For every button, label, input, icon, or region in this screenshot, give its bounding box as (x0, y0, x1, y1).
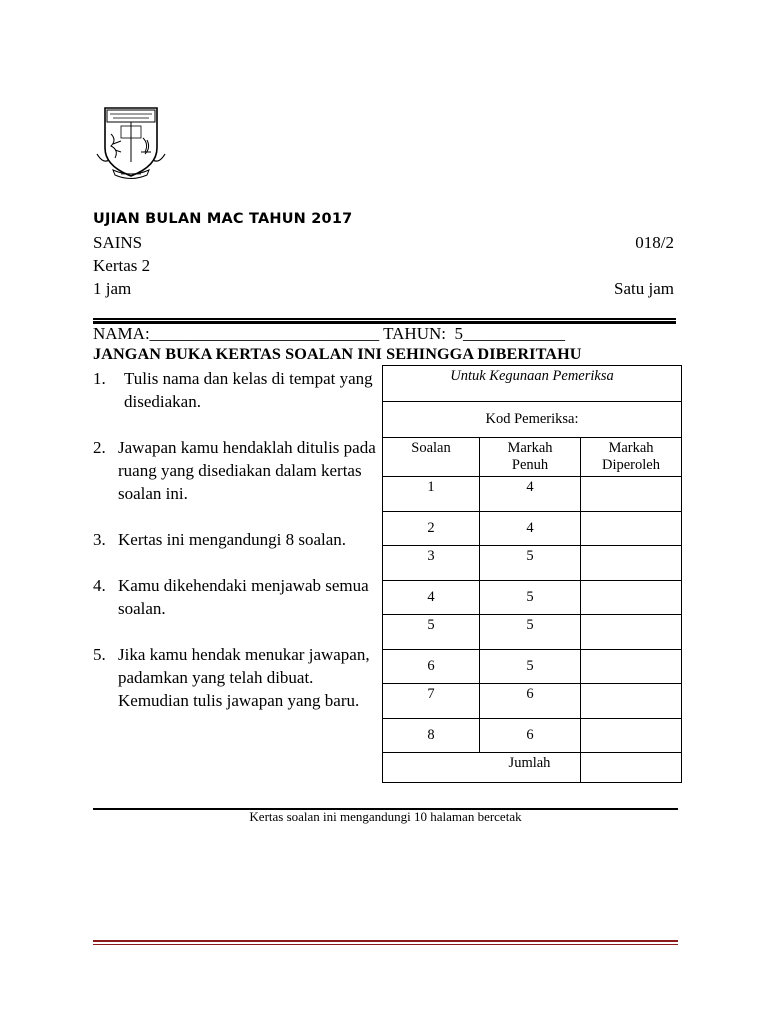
table-row (383, 511, 682, 546)
examiner-title-text: Untuk Kegunaan Pemeriksa (450, 368, 614, 384)
instruction-text: Jika kamu hendak menukar jawapan, padamkan yang telah dibuat. Kemudian tulis jawapan yang baru. (118, 645, 370, 710)
question-number: 7 (383, 684, 480, 719)
table-row (383, 477, 682, 512)
column-header-question (383, 438, 480, 477)
instruction-item (93, 436, 378, 505)
question-number: 6 (383, 649, 480, 684)
instruction-item (93, 367, 378, 413)
question-number: 4 (383, 580, 480, 615)
total-row (383, 753, 682, 783)
footer-note: Kertas soalan ini mengandungi 10 halaman bercetak (249, 809, 522, 824)
paper-label: Kertas 2 (93, 256, 151, 275)
warning-text: JANGAN BUKA KERTAS SOALAN INI SEHINGGA DIBERITAHU (93, 345, 582, 363)
header-divider (93, 318, 676, 320)
obtained-marks-cell (581, 649, 682, 684)
full-marks: 5 (480, 649, 581, 684)
column-header-obtained-marks (581, 438, 682, 477)
table-row (383, 718, 682, 753)
table-row (383, 546, 682, 581)
column-header-full-marks (480, 438, 581, 477)
column-question-label: Soalan (411, 440, 451, 456)
instruction-number: 2. (93, 438, 106, 457)
instruction-number: 5. (93, 645, 106, 664)
full-marks: 5 (480, 615, 581, 650)
examiner-code-label: Kod Pemeriksa: (485, 411, 579, 427)
question-number: 8 (383, 718, 480, 753)
full-marks: 5 (480, 546, 581, 581)
name-year-line: NAMA:___________________________ TAHUN: 5____________ (93, 324, 565, 343)
duration-words: Satu jam (614, 279, 674, 298)
instruction-number: 4. (93, 576, 106, 595)
instruction-item (93, 643, 378, 712)
instruction-text: Tulis nama dan kelas di tempat yang disediakan. (124, 369, 373, 411)
full-marks: 4 (480, 511, 581, 546)
full-marks: 4 (480, 477, 581, 512)
exam-title: UJIAN BULAN MAC TAHUN 2017 (93, 211, 353, 227)
table-row (383, 615, 682, 650)
obtained-marks-cell (581, 546, 682, 581)
total-label-cell (383, 753, 581, 783)
obtained-marks-cell (581, 684, 682, 719)
table-row (383, 684, 682, 719)
total-label: Jumlah (508, 755, 551, 771)
obtained-marks-cell (581, 615, 682, 650)
table-row (383, 649, 682, 684)
examiner-table (382, 365, 682, 783)
instruction-item (93, 528, 378, 551)
obtained-marks-cell (581, 718, 682, 753)
column-obtained-label: Markah Diperoleh (602, 440, 660, 473)
school-crest-logo (93, 104, 169, 184)
instruction-text: Jawapan kamu hendaklah ditulis pada ruang yang disediakan dalam kertas soalan ini. (118, 438, 376, 503)
instruction-text: Kamu dikehendaki menjawab semua soalan. (118, 576, 369, 618)
column-full-label: Markah Penuh (507, 440, 553, 473)
question-number: 5 (383, 615, 480, 650)
total-marks-cell (581, 753, 682, 783)
full-marks: 5 (480, 580, 581, 615)
question-number: 2 (383, 511, 480, 546)
instruction-number: 1. (93, 369, 106, 388)
obtained-marks-cell (581, 511, 682, 546)
duration-label: 1 jam (93, 279, 132, 298)
question-number: 3 (383, 546, 480, 581)
table-row (383, 580, 682, 615)
question-number: 1 (383, 477, 480, 512)
instruction-item (93, 574, 378, 620)
examiner-table-title (383, 366, 682, 402)
obtained-marks-cell (581, 477, 682, 512)
subject-code: 018/2 (635, 233, 674, 252)
instruction-text: Kertas ini mengandungi 8 soalan. (118, 530, 347, 549)
instruction-number: 3. (93, 530, 106, 549)
examiner-code-cell (383, 402, 682, 438)
full-marks: 6 (480, 718, 581, 753)
obtained-marks-cell (581, 580, 682, 615)
instructions-list (93, 367, 378, 735)
page-bottom-rule-thin (93, 944, 678, 945)
full-marks: 6 (480, 684, 581, 719)
subject-label: SAINS (93, 233, 143, 252)
page-bottom-rule (93, 940, 678, 942)
